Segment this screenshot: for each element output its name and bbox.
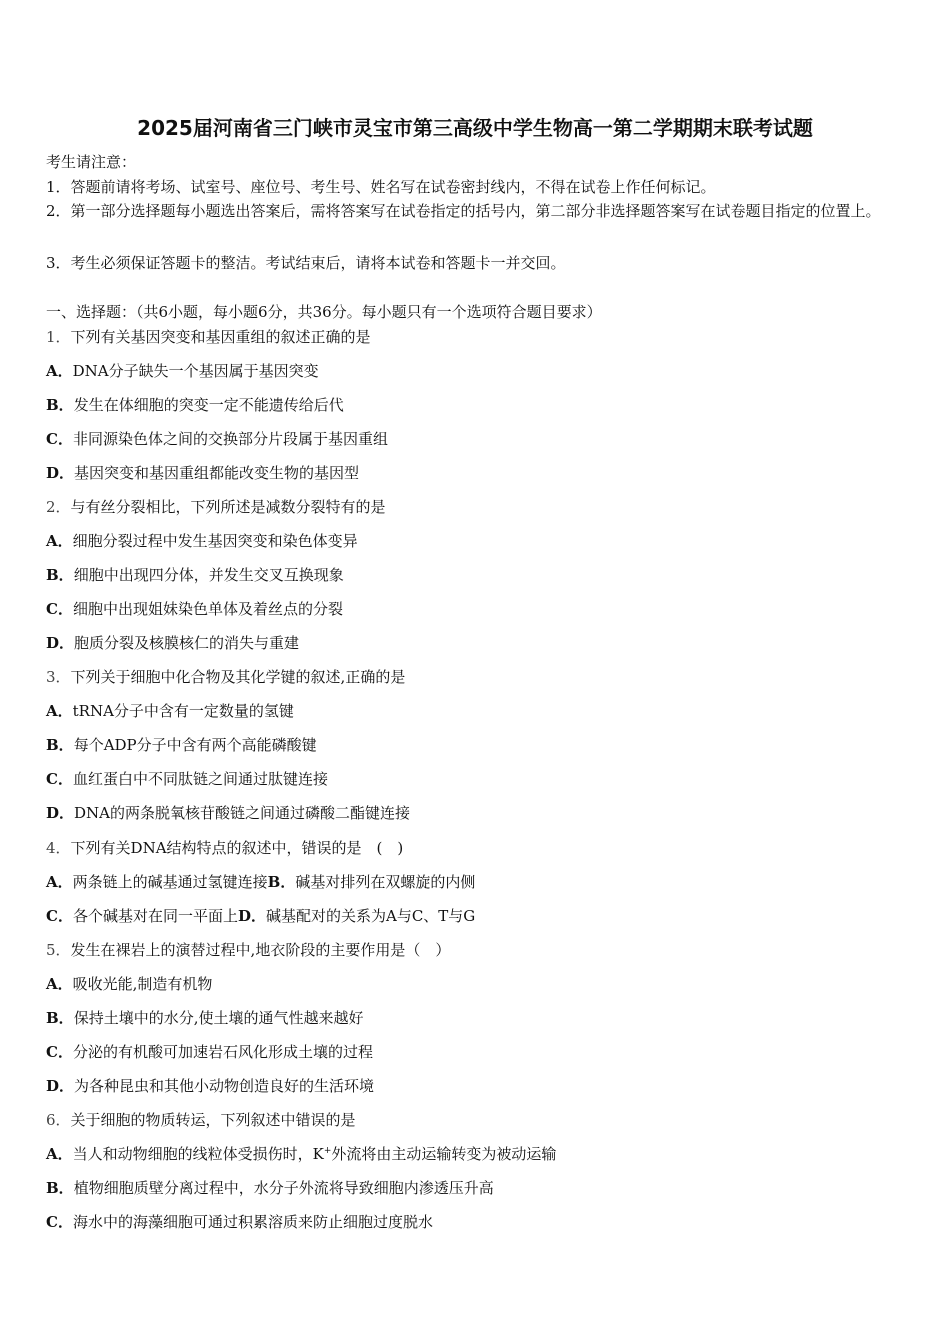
option-text: 血红蛋白中不同肽链之间通过肽键连接 bbox=[72, 770, 328, 788]
question-3-option-d bbox=[46, 803, 410, 823]
option-text: 细胞中出现姐妹染色单体及着丝点的分裂 bbox=[72, 600, 343, 618]
question-2-option-c bbox=[46, 599, 343, 619]
question-2-stem bbox=[46, 497, 386, 517]
question-5-option-c bbox=[46, 1042, 373, 1062]
option-label: C． bbox=[46, 770, 73, 788]
notice-item-2: 2．第一部分选择题每小题选出答案后，需将答案写在试卷指定的括号内，第二部分非选择题答案写在试卷题目指定的位置上。 bbox=[46, 202, 881, 220]
section-heading: 一、选择题：（共6小题，每小题6分，共36分。每小题只有一个选项符合题目要求） bbox=[46, 303, 602, 321]
option-label: A． bbox=[46, 362, 73, 380]
option-text: 发生在体细胞的突变一定不能遗传给后代 bbox=[73, 396, 344, 414]
option-label: D． bbox=[237, 907, 266, 925]
question-1-option-b bbox=[46, 395, 344, 415]
option-label: C． bbox=[46, 1213, 73, 1231]
option-label: A． bbox=[46, 873, 73, 891]
option-label: B． bbox=[46, 396, 74, 414]
option-label: D． bbox=[46, 804, 75, 822]
question-1-option-d bbox=[46, 463, 359, 483]
question-3-option-b bbox=[46, 735, 317, 755]
option-label: C． bbox=[46, 1043, 73, 1061]
question-number: 5． bbox=[46, 941, 71, 959]
question-6-option-a bbox=[46, 1144, 556, 1164]
question-4-stem bbox=[46, 838, 403, 858]
question-1-stem bbox=[46, 327, 371, 347]
notice-heading: 考生请注意： bbox=[46, 153, 137, 171]
question-6-option-b bbox=[46, 1178, 494, 1198]
option-text: 分泌的有机酸可加速岩石风化形成土壤的过程 bbox=[72, 1043, 373, 1061]
question-4-options-row-2 bbox=[46, 906, 475, 926]
question-2-option-a bbox=[46, 531, 358, 551]
option-label: B． bbox=[46, 1179, 74, 1197]
option-label: C． bbox=[46, 907, 73, 925]
question-number: 1． bbox=[46, 328, 71, 346]
option-label: B． bbox=[46, 1009, 74, 1027]
question-text: 与有丝分裂相比，下列所述是减数分裂特有的是 bbox=[70, 498, 386, 516]
option-label: C． bbox=[46, 430, 73, 448]
option-text-before: 当人和动物细胞的线粒体受损伤时，K bbox=[72, 1145, 324, 1163]
question-3-stem bbox=[46, 667, 405, 687]
question-number: 4． bbox=[46, 839, 71, 857]
question-5-option-b bbox=[46, 1008, 363, 1028]
option-text: 各个碱基对在同一平面上 bbox=[72, 907, 238, 925]
question-3-option-a bbox=[46, 701, 294, 721]
question-text: 下列关于细胞中化合物及其化学键的叙述,正确的是 bbox=[70, 668, 406, 686]
question-3-option-c bbox=[46, 769, 328, 789]
question-2-option-d bbox=[46, 633, 299, 653]
question-number: 6． bbox=[46, 1111, 71, 1129]
option-text: 碱基配对的关系为A与C、T与G bbox=[265, 907, 476, 925]
option-text: 为各种昆虫和其他小动物创造良好的生活环境 bbox=[74, 1077, 375, 1095]
option-text: DNA分子缺失一个基因属于基因突变 bbox=[72, 362, 319, 380]
question-text: 下列有关DNA结构特点的叙述中，错误的是 ( ) bbox=[70, 839, 404, 857]
option-text: 海水中的海藻细胞可通过积累溶质来防止细胞过度脱水 bbox=[72, 1213, 433, 1231]
option-label: A． bbox=[46, 532, 73, 550]
option-text: 胞质分裂及核膜核仁的消失与重建 bbox=[74, 634, 300, 652]
option-text: 基因突变和基因重组都能改变生物的基因型 bbox=[74, 464, 360, 482]
option-text-after: 外流将由主动运输转变为被动运输 bbox=[331, 1145, 557, 1163]
question-number: 2． bbox=[46, 498, 71, 516]
option-text: 每个ADP分子中含有两个高能磷酸键 bbox=[73, 736, 317, 754]
option-text: tRNA分子中含有一定数量的氢键 bbox=[72, 702, 294, 720]
question-text: 下列有关基因突变和基因重组的叙述正确的是 bbox=[70, 328, 371, 346]
option-label: D． bbox=[46, 1077, 75, 1095]
exam-title: 2025届河南省三门峡市灵宝市第三高级中学生物高一第二学期期末联考试题 bbox=[137, 116, 813, 140]
question-4-options-row-1 bbox=[46, 872, 475, 892]
option-label: A． bbox=[46, 702, 73, 720]
question-1-option-c bbox=[46, 429, 388, 449]
question-5-stem bbox=[46, 940, 450, 960]
notice-item-3: 3．考生必须保证答题卡的整洁。考试结束后，请将本试卷和答题卡一并交回。 bbox=[46, 254, 566, 272]
superscript-plus: + bbox=[323, 1146, 332, 1156]
option-text: 细胞分裂过程中发生基因突变和染色体变异 bbox=[72, 532, 358, 550]
option-label: B． bbox=[46, 566, 74, 584]
option-text: 碱基对排列在双螺旋的内侧 bbox=[295, 873, 476, 891]
question-5-option-a bbox=[46, 974, 212, 994]
question-6-option-c bbox=[46, 1212, 433, 1232]
question-5-option-d bbox=[46, 1076, 374, 1096]
option-label: D． bbox=[46, 634, 75, 652]
notice-item-1: 1．答题前请将考场、试室号、座位号、考生号、姓名写在试卷密封线内，不得在试卷上作任何标记。 bbox=[46, 178, 716, 196]
option-label: B． bbox=[46, 736, 74, 754]
option-label: D． bbox=[46, 464, 75, 482]
option-text: 细胞中出现四分体，并发生交叉互换现象 bbox=[73, 566, 344, 584]
question-number: 3． bbox=[46, 668, 71, 686]
option-text: 保持土壤中的水分,使土壤的通气性越来越好 bbox=[73, 1009, 364, 1027]
option-label: C． bbox=[46, 600, 73, 618]
question-6-stem bbox=[46, 1110, 356, 1130]
option-label: A． bbox=[46, 975, 73, 993]
option-text: 吸收光能,制造有机物 bbox=[72, 975, 213, 993]
option-label: B． bbox=[267, 873, 296, 891]
question-text: 发生在裸岩上的演替过程中,地衣阶段的主要作用是（ ） bbox=[70, 941, 451, 959]
option-label: A． bbox=[46, 1145, 73, 1163]
question-2-option-b bbox=[46, 565, 344, 585]
question-1-option-a bbox=[46, 361, 319, 381]
option-text: DNA的两条脱氧核苷酸链之间通过磷酸二酯键连接 bbox=[74, 804, 411, 822]
option-text: 植物细胞质壁分离过程中，水分子外流将导致细胞内渗透压升高 bbox=[73, 1179, 494, 1197]
question-text: 关于细胞的物质转运，下列叙述中错误的是 bbox=[70, 1111, 356, 1129]
option-text: 非同源染色体之间的交换部分片段属于基因重组 bbox=[72, 430, 388, 448]
option-text: 两条链上的碱基通过氢键连接 bbox=[72, 873, 268, 891]
